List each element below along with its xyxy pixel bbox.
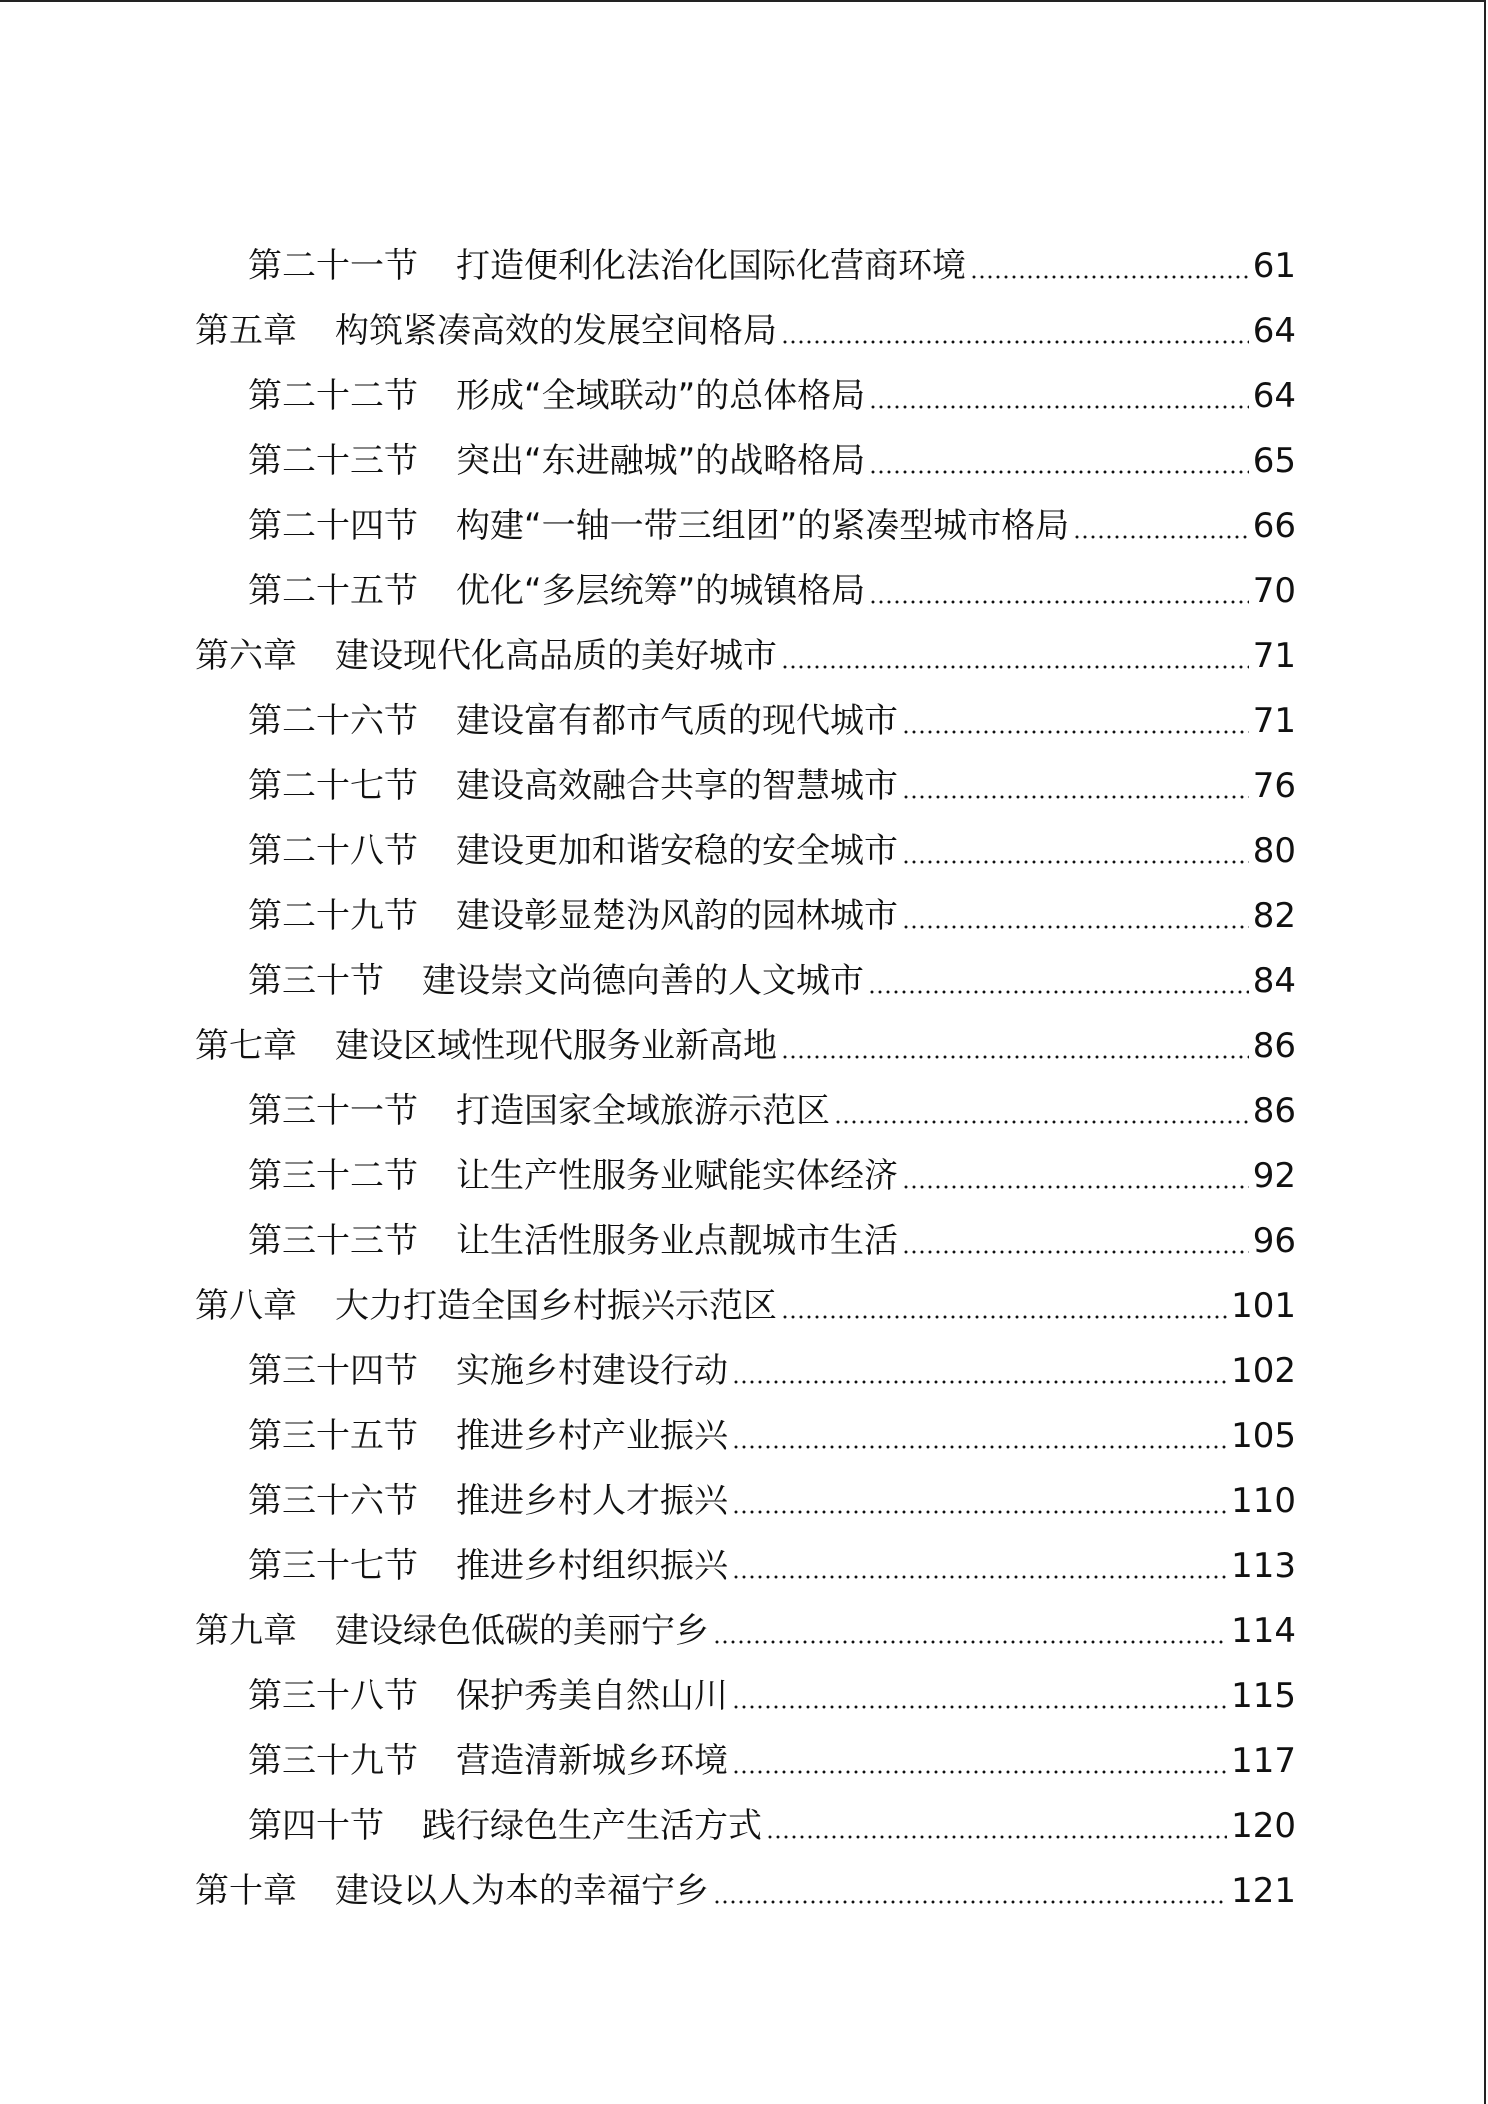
toc-entry-label: [248, 1674, 728, 1718]
toc-page-number: 80: [1252, 831, 1296, 871]
toc-entry-number: 第六章: [195, 636, 297, 676]
toc-entry-number: 第七章: [195, 1026, 297, 1066]
toc-dot-leader: [732, 1770, 1227, 1774]
toc-entry-title: 推进乡村人才振兴: [456, 1481, 728, 1521]
toc-page-number: 115: [1231, 1676, 1296, 1716]
toc-dot-leader: [781, 1055, 1249, 1059]
toc-entry-title: 让生产性服务业赋能实体经济: [456, 1156, 898, 1196]
toc-entry-label: [248, 244, 966, 288]
toc-dot-leader: [869, 470, 1249, 474]
toc-entry-title: 打造便利化法治化国际化营商环境: [456, 246, 966, 286]
toc-entry-number: 第三十八节: [248, 1676, 418, 1716]
toc-entry-title: 让生活性服务业点靓城市生活: [456, 1221, 898, 1261]
toc-section-entry[interactable]: [0, 418, 1488, 483]
toc-section-entry[interactable]: [0, 1068, 1488, 1133]
toc-page-number: 117: [1231, 1741, 1296, 1781]
toc-entry-label: [248, 1479, 728, 1523]
toc-entry-number: 第三十一节: [248, 1091, 418, 1131]
toc-entry-number: 第三十五节: [248, 1416, 418, 1456]
toc-section-entry[interactable]: [0, 483, 1488, 548]
toc-entry-label: [248, 699, 898, 743]
toc-entry-number: 第二十七节: [248, 766, 418, 806]
toc-page-number: 110: [1231, 1481, 1296, 1521]
toc-entry-label: [248, 569, 865, 613]
toc-entry-number: 第二十九节: [248, 896, 418, 936]
toc-entry-title: 实施乡村建设行动: [456, 1351, 728, 1391]
toc-entry-title: 突出“东进融城”的战略格局: [456, 441, 866, 481]
toc-dot-leader: [869, 405, 1249, 409]
toc-page-number: 86: [1252, 1026, 1296, 1066]
toc-dot-leader: [834, 1120, 1249, 1124]
toc-page-number: 92: [1252, 1156, 1296, 1196]
toc-entry-title: 构筑紧凑高效的发展空间格局: [335, 311, 777, 351]
toc-section-entry[interactable]: [0, 1198, 1488, 1263]
toc-entry-label: [248, 1804, 762, 1848]
toc-dot-leader: [732, 1510, 1227, 1514]
toc-entry-label: [248, 959, 864, 1003]
toc-entry-title: 构建“一轴一带三组团”的紧凑型城市格局: [456, 506, 1070, 546]
toc-entry-number: 第四十节: [248, 1806, 384, 1846]
toc-dot-leader: [781, 1315, 1227, 1319]
toc-page-number: 114: [1231, 1611, 1296, 1651]
toc-entry-title: 营造清新城乡环境: [456, 1741, 728, 1781]
toc-entry-number: 第十章: [195, 1871, 297, 1911]
toc-entry-label: [248, 894, 898, 938]
toc-chapter-entry[interactable]: [0, 288, 1488, 353]
toc-page-number: 61: [1252, 246, 1296, 286]
toc-entry-label: [195, 1869, 709, 1913]
toc-page-number: 84: [1252, 961, 1296, 1001]
toc-entry-number: 第三十三节: [248, 1221, 418, 1261]
toc-section-entry[interactable]: [0, 1523, 1488, 1588]
toc-dot-leader: [1073, 535, 1249, 539]
toc-page-number: 82: [1252, 896, 1296, 936]
toc-dot-leader: [902, 730, 1249, 734]
toc-entry-title: 优化“多层统筹”的城镇格局: [456, 571, 866, 611]
toc-section-entry[interactable]: [0, 1393, 1488, 1458]
toc-dot-leader: [868, 990, 1249, 994]
toc-entry-label: [248, 764, 898, 808]
toc-entry-number: 第三十六节: [248, 1481, 418, 1521]
toc-dot-leader: [713, 1640, 1227, 1644]
toc-entry-title: 建设彰显楚沩风韵的园林城市: [456, 896, 898, 936]
toc-page-number: 96: [1252, 1221, 1296, 1261]
toc-page-number: 121: [1231, 1871, 1296, 1911]
toc-entry-title: 践行绿色生产生活方式: [422, 1806, 762, 1846]
toc-entry-title: 大力打造全国乡村振兴示范区: [335, 1286, 777, 1326]
toc-dot-leader: [902, 925, 1249, 929]
toc-page-number: 86: [1252, 1091, 1296, 1131]
toc-page-number: 66: [1252, 506, 1296, 546]
toc-chapter-entry[interactable]: [0, 1263, 1488, 1328]
toc-dot-leader: [732, 1705, 1227, 1709]
toc-page-number: 76: [1252, 766, 1296, 806]
toc-dot-leader: [902, 1250, 1249, 1254]
toc-entry-number: 第三十七节: [248, 1546, 418, 1586]
toc-page-number: 102: [1231, 1351, 1296, 1391]
table-of-contents: [0, 223, 1488, 1913]
toc-section-entry[interactable]: [0, 1783, 1488, 1848]
toc-entry-number: 第二十三节: [248, 441, 418, 481]
toc-dot-leader: [902, 795, 1249, 799]
toc-dot-leader: [713, 1900, 1227, 1904]
toc-entry-label: [195, 1284, 777, 1328]
toc-entry-number: 第九章: [195, 1611, 297, 1651]
toc-entry-title: 形成“全域联动”的总体格局: [456, 376, 866, 416]
toc-entry-label: [248, 374, 865, 418]
toc-entry-title: 建设区域性现代服务业新高地: [335, 1026, 777, 1066]
toc-entry-number: 第三十九节: [248, 1741, 418, 1781]
toc-section-entry[interactable]: [0, 1653, 1488, 1718]
toc-entry-label: [248, 504, 1069, 548]
toc-entry-label: [195, 1609, 709, 1653]
toc-page-number: 64: [1252, 311, 1296, 351]
toc-page-number: 101: [1231, 1286, 1296, 1326]
toc-entry-title: 保护秀美自然山川: [456, 1676, 728, 1716]
toc-entry-label: [248, 1089, 830, 1133]
toc-section-entry[interactable]: [0, 873, 1488, 938]
toc-dot-leader: [869, 600, 1249, 604]
toc-entry-number: 第三十二节: [248, 1156, 418, 1196]
toc-entry-title: 建设以人为本的幸福宁乡: [335, 1871, 709, 1911]
toc-page-number: 65: [1252, 441, 1296, 481]
toc-chapter-entry[interactable]: [0, 1848, 1488, 1913]
toc-entry-number: 第八章: [195, 1286, 297, 1326]
toc-section-entry[interactable]: [0, 1133, 1488, 1198]
toc-section-entry[interactable]: [0, 1328, 1488, 1393]
toc-entry-label: [248, 1414, 728, 1458]
toc-dot-leader: [902, 860, 1249, 864]
toc-entry-number: 第二十四节: [248, 506, 418, 546]
toc-dot-leader: [781, 665, 1249, 669]
toc-entry-label: [248, 1349, 728, 1393]
toc-page-number: 120: [1231, 1806, 1296, 1846]
toc-section-entry[interactable]: [0, 678, 1488, 743]
toc-entry-number: 第二十八节: [248, 831, 418, 871]
toc-dot-leader: [732, 1380, 1227, 1384]
toc-entry-number: 第三十节: [248, 961, 384, 1001]
toc-entry-title: 推进乡村组织振兴: [456, 1546, 728, 1586]
toc-entry-number: 第二十六节: [248, 701, 418, 741]
toc-entry-label: [248, 1154, 898, 1198]
toc-entry-title: 建设富有都市气质的现代城市: [456, 701, 898, 741]
toc-chapter-entry[interactable]: [0, 1588, 1488, 1653]
toc-entry-label: [195, 1024, 777, 1068]
toc-dot-leader: [970, 275, 1249, 279]
toc-entry-title: 建设高效融合共享的智慧城市: [456, 766, 898, 806]
toc-dot-leader: [732, 1575, 1227, 1579]
toc-page-number: 71: [1252, 636, 1296, 676]
toc-section-entry[interactable]: [0, 353, 1488, 418]
toc-entry-label: [248, 1219, 898, 1263]
toc-entry-title: 建设崇文尚德向善的人文城市: [422, 961, 864, 1001]
toc-section-entry[interactable]: [0, 1458, 1488, 1523]
toc-entry-label: [248, 829, 898, 873]
toc-section-entry[interactable]: [0, 743, 1488, 808]
toc-entry-label: [195, 309, 777, 353]
toc-entry-title: 打造国家全域旅游示范区: [456, 1091, 830, 1131]
toc-page-number: 71: [1252, 701, 1296, 741]
toc-section-entry[interactable]: [0, 223, 1488, 288]
toc-section-entry[interactable]: [0, 938, 1488, 1003]
toc-dot-leader: [902, 1185, 1249, 1189]
toc-entry-number: 第二十五节: [248, 571, 418, 611]
toc-entry-number: 第二十二节: [248, 376, 418, 416]
toc-page-number: 105: [1231, 1416, 1296, 1456]
toc-section-entry[interactable]: [0, 808, 1488, 873]
toc-entry-number: 第五章: [195, 311, 297, 351]
toc-dot-leader: [781, 340, 1249, 344]
toc-chapter-entry[interactable]: [0, 1003, 1488, 1068]
toc-entry-number: 第二十一节: [248, 246, 418, 286]
toc-entry-title: 建设绿色低碳的美丽宁乡: [335, 1611, 709, 1651]
toc-dot-leader: [732, 1445, 1227, 1449]
toc-chapter-entry[interactable]: [0, 613, 1488, 678]
toc-section-entry[interactable]: [0, 1718, 1488, 1783]
toc-entry-number: 第三十四节: [248, 1351, 418, 1391]
toc-entry-label: [248, 1739, 728, 1783]
toc-entry-label: [248, 1544, 728, 1588]
toc-page-number: 64: [1252, 376, 1296, 416]
toc-entry-title: 建设现代化高品质的美好城市: [335, 636, 777, 676]
toc-entry-title: 推进乡村产业振兴: [456, 1416, 728, 1456]
toc-page-number: 70: [1252, 571, 1296, 611]
toc-entry-title: 建设更加和谐安稳的安全城市: [456, 831, 898, 871]
toc-dot-leader: [766, 1835, 1227, 1839]
toc-page-number: 113: [1231, 1546, 1296, 1586]
toc-entry-label: [195, 634, 777, 678]
toc-entry-label: [248, 439, 865, 483]
toc-section-entry[interactable]: [0, 548, 1488, 613]
